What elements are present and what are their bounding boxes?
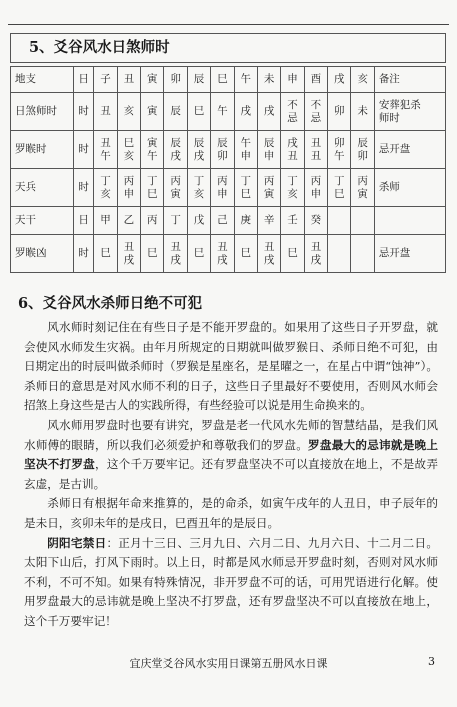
cell-char: 丁 [193,174,205,187]
note-line: 师时 [378,111,400,124]
table-cell [164,131,187,169]
header-cell: 酉 [304,67,327,93]
header-cell: 戌 [328,67,351,93]
cell-char: 寅 [147,105,158,117]
table-cell [257,131,280,169]
header-cell: 丑 [117,67,140,93]
row-label: 罗睺凶 [11,235,74,273]
table-cell [328,131,351,169]
body-text [24,318,438,632]
bold-text: 阴阳宅禁日 [47,535,107,550]
cell-char: 戊 [193,214,205,226]
table-cell [187,235,210,273]
cell-char: 寅 [170,187,181,200]
table-cell [351,93,374,131]
cell-char: 申 [240,149,251,162]
table-cell [234,93,257,131]
cell-char: 丑 [123,240,135,253]
cell-char: 寅 [263,187,275,200]
table-cell [187,169,210,207]
cell-char: 丁 [170,214,181,226]
cell-char: 申 [217,187,228,200]
table-cell [141,169,164,207]
top-rule [8,24,449,25]
cell-char: 巳 [193,247,205,259]
table-cell [187,207,210,235]
text-run: 风水师用罗盘时也要有讲究，罗盘是老一代风水先师的智慧结晶，是我们风水师傅的眼睛，所以我们必须爱护和尊敬我们的罗盘。 [24,417,438,452]
table-header-row [11,67,446,93]
cell-char: 戌 [193,149,205,162]
text-run: 风水师时刻记住在有些日子是不能开罗盘的。如果用了这些日子开罗盘，就会使风水师发生灾祸。由年月所规定的日期就叫做罗猴日、杀师日绝不可犯，由日期定出的时辰叫做杀师时（罗猴是星座名，是星曜之一，在星占中谓“蚀神”）。杀师日的意思是对风水师不利的日子，这些日子里最好不要使用，否则风水师会招煞上身这些是古人的实践所得，有些经验可以说是用生命换来的。 [24,320,438,413]
cell-char: 辰 [263,136,275,149]
cell-char: 戌 [263,105,275,117]
cell-char: 壬 [287,214,298,226]
header-cell: 巳 [211,67,234,93]
table-cell [328,235,351,273]
header-cell: 卯 [164,67,187,93]
table-cell [117,93,140,131]
header-cell: 地支 [11,67,74,93]
table-cell [211,235,234,273]
cell-char: 戌 [170,149,181,162]
table-row [11,235,446,273]
cell-char: 辛 [263,214,275,226]
table-cell [304,93,327,131]
cell-char: 忌 [310,111,322,124]
table-cell [351,207,374,235]
cell-char: 丁 [334,174,345,187]
table-cell [281,235,304,273]
cell-char: 申 [310,187,322,200]
cell-char: 巳 [147,187,158,200]
table-cell [281,131,304,169]
cell-char: 午 [100,149,111,162]
table-cell [328,207,351,235]
table-cell [117,235,140,273]
cell-char: 卯 [334,105,345,117]
note-line: 忌开盘 [378,143,411,155]
table-cell [117,207,140,235]
table-cell [328,169,351,207]
table-cell [351,235,374,273]
table-cell [257,207,280,235]
cell-char: 卯 [334,136,345,149]
table-cell [164,235,187,273]
table-cell [281,93,304,131]
header-cell: 申 [281,67,304,93]
table-cell [141,207,164,235]
row-note [374,169,445,207]
table-cell [94,93,117,131]
header-cell: 日 [74,67,94,93]
cell-char: 卯 [217,149,228,162]
row-label: 日煞师时 [11,93,74,131]
cell-char: 午 [334,149,345,162]
table-cell [117,169,140,207]
table-row [11,93,446,131]
table-cell [304,235,327,273]
table-cell [257,169,280,207]
table-cell [234,131,257,169]
table-cell [328,93,351,131]
footer-title: 宜庆堂爻谷风水实用日课第五册风水日课 [129,657,328,670]
header-cell: 辰 [187,67,210,93]
table-cell [187,131,210,169]
table-cell [94,169,117,207]
table-row [11,131,446,169]
table-cell [164,93,187,131]
table-cell [187,93,210,131]
note-line: 忌开盘 [378,247,411,259]
table-cell [94,207,117,235]
table-cell [211,207,234,235]
table-cell: 时 [74,235,94,273]
cell-char: 丑 [100,136,111,149]
page-number: 3 [428,655,435,668]
table-cell: 时 [74,93,94,131]
paragraph [24,494,438,533]
cell-char: 亥 [287,187,298,200]
cell-char: 戌 [217,253,228,266]
header-cell: 未 [257,67,280,93]
row-note [374,235,445,273]
cell-char: 巳 [100,247,111,259]
cell-char: 申 [123,187,135,200]
cell-char: 丑 [310,149,322,162]
table-row [11,207,446,235]
cell-char: 巳 [147,247,158,259]
cell-char: 午 [147,149,158,162]
table-cell: 时 [74,131,94,169]
section-5-title: 5、爻谷风水日煞师时 [10,33,446,63]
text-run: 杀师日有根据年命来推算的，是的命杀，如寅午戌年的人丑日，申子辰年的是未日，亥卯未年的是戌日，巳酉丑年的是辰日。 [24,496,438,530]
table-row [11,169,446,207]
table-cell [94,131,117,169]
text-run: ：正月十三日、三月九日、六月二日、九月六日、十二月二日。太阳下山后，打风下雨时。以上日，时都是风水师忌开罗盘时刻，否则对风水师不利，不可不知。如果有特殊情况，非开罗盘不可的话，可用咒语进行化解。使用罗盘最大的忌讳就是晚上坚决不打罗盘，还有罗盘坚决不可以直接放在地上，这个千万要牢记！ [24,535,438,628]
table-cell [164,169,187,207]
cell-char: 巳 [287,247,298,259]
table-cell [351,169,374,207]
cell-char: 丙 [170,174,181,187]
cell-char: 巳 [123,136,135,149]
table-cell: 日 [74,207,94,235]
cell-char: 巳 [240,247,251,259]
cell-char: 亥 [193,187,205,200]
table-cell [141,235,164,273]
cell-char: 戌 [263,253,275,266]
cell-char: 辰 [217,136,228,149]
row-note [374,131,445,169]
cell-char: 丑 [310,136,322,149]
cell-char: 乙 [123,214,135,226]
cell-char: 丑 [217,240,228,253]
cell-char: 丑 [263,240,275,253]
cell-char: 巳 [240,187,251,200]
cell-char: 丙 [357,174,368,187]
paragraph [24,416,438,494]
cell-char: 忌 [287,111,298,124]
cell-char: 巳 [193,105,205,117]
table-cell [257,235,280,273]
cell-char: 辰 [170,105,181,117]
cell-char: 丁 [147,174,158,187]
cell-char: 寅 [147,136,158,149]
cell-char: 丁 [240,174,251,187]
cell-char: 戌 [170,253,181,266]
cell-char: 丙 [147,214,158,226]
cell-char: 丑 [287,149,298,162]
cell-char: 癸 [310,214,322,226]
cell-char: 不 [287,98,298,111]
section-6-title: 6、爻谷风水杀师日绝不可犯 [18,295,203,312]
table-cell [141,131,164,169]
cell-char: 卯 [357,149,368,162]
cell-char: 亥 [123,149,135,162]
cell-char: 戌 [123,253,135,266]
table-cell [141,93,164,131]
cell-char: 戌 [240,105,251,117]
table-cell: 时 [74,169,94,207]
cell-char: 不 [310,98,322,111]
cell-char: 丁 [287,174,298,187]
table-cell [94,235,117,273]
bold-text: 罗盘最大的忌讳就是晚上坚决不打罗盘 [24,437,438,472]
cell-char: 亥 [123,105,135,117]
paragraph [24,534,438,632]
table-cell [234,235,257,273]
row-label: 罗睺时 [11,131,74,169]
table-cell [211,131,234,169]
shensha-table [10,66,446,273]
table-cell [304,169,327,207]
row-note [374,93,445,131]
table-cell [164,207,187,235]
cell-char: 丙 [217,174,228,187]
table-cell [351,131,374,169]
paragraph [24,318,438,416]
row-label: 天兵 [11,169,74,207]
cell-char: 丙 [263,174,275,187]
table-cell [211,93,234,131]
table-cell [304,131,327,169]
note-line: 安葬犯杀 [378,98,421,111]
cell-char: 巳 [334,187,345,200]
cell-char: 申 [263,149,275,162]
row-label: 天干 [11,207,74,235]
cell-char: 丑 [100,105,111,117]
cell-char: 辰 [357,136,368,149]
cell-char: 甲 [100,214,111,226]
cell-char: 己 [217,214,228,226]
cell-char: 辰 [170,136,181,149]
table-cell [234,169,257,207]
cell-char: 亥 [100,187,111,200]
table-cell [304,207,327,235]
table-cell [234,207,257,235]
header-cell: 子 [94,67,117,93]
cell-char: 丁 [100,174,111,187]
text-run: ，这个千万要牢记。还有罗盘坚决不可以直接放在地上，不是故弄玄虚，是古训。 [24,457,438,491]
cell-char: 丙 [310,174,322,187]
cell-char: 戌 [310,253,322,266]
table-cell [281,169,304,207]
table-cell [281,207,304,235]
table-cell [117,131,140,169]
cell-char: 丑 [310,240,322,253]
cell-char: 寅 [357,187,368,200]
cell-char: 丙 [123,174,135,187]
header-cell: 午 [234,67,257,93]
row-note [374,207,445,235]
cell-char: 午 [217,105,228,117]
note-line: 杀师 [378,181,400,193]
table-cell [257,93,280,131]
header-cell: 备注 [374,67,445,93]
cell-char: 未 [357,105,368,117]
header-cell: 亥 [351,67,374,93]
table-cell [211,169,234,207]
cell-char: 辰 [193,136,205,149]
cell-char: 丑 [170,240,181,253]
cell-char: 戌 [287,136,298,149]
header-cell: 寅 [141,67,164,93]
cell-char: 午 [240,136,251,149]
cell-char: 庚 [240,214,251,226]
